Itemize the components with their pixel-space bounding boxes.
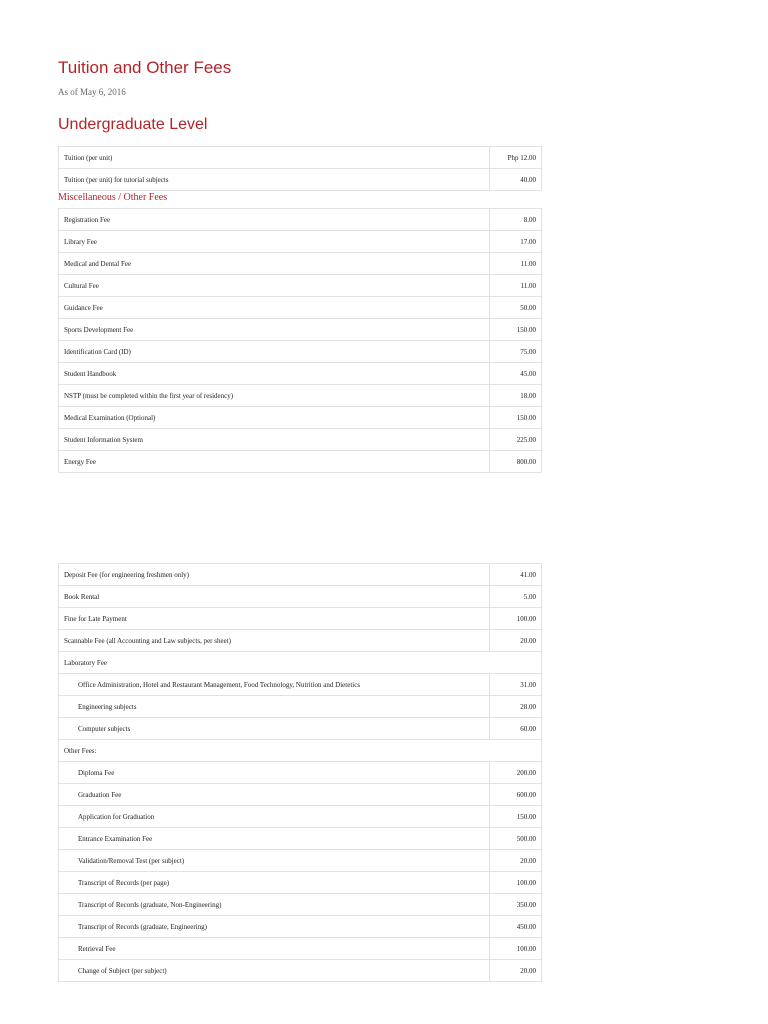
as-of-date: As of May 6, 2016	[58, 87, 126, 97]
fee-label: Retrieval Fee	[59, 938, 490, 960]
fee-label: Identification Card (ID)	[59, 341, 490, 363]
fee-label: Deposit Fee (for engineering freshmen only)	[59, 564, 490, 586]
other-fees-table	[58, 563, 542, 982]
table-row	[59, 297, 542, 319]
table-row	[59, 630, 542, 652]
table-row	[59, 938, 542, 960]
fee-label: Library Fee	[59, 231, 490, 253]
fee-amount: 225.00	[490, 429, 542, 451]
table-row	[59, 231, 542, 253]
fee-amount: 450.00	[490, 916, 542, 938]
fee-amount: 100.00	[490, 608, 542, 630]
fee-amount: 75.00	[490, 341, 542, 363]
fee-amount: 600.00	[490, 784, 542, 806]
table-row	[59, 341, 542, 363]
fee-amount: 18.00	[490, 385, 542, 407]
fee-label: Student Handbook	[59, 363, 490, 385]
fee-label: Fine for Late Payment	[59, 608, 490, 630]
fee-amount: 150.00	[490, 407, 542, 429]
fee-label: NSTP (must be completed within the first year of residency)	[59, 385, 490, 407]
table-row	[59, 674, 542, 696]
fee-amount: 150.00	[490, 319, 542, 341]
fee-amount: 50.00	[490, 297, 542, 319]
table-row	[59, 960, 542, 982]
fee-label: Transcript of Records (graduate, Non-Engineering)	[59, 894, 490, 916]
fee-label: Engineering subjects	[59, 696, 490, 718]
fee-amount: 28.00	[490, 696, 542, 718]
fee-label: Change of Subject (per subject)	[59, 960, 490, 982]
table-row	[59, 407, 542, 429]
fee-label: Guidance Fee	[59, 297, 490, 319]
fee-label: Cultural Fee	[59, 275, 490, 297]
table-row	[59, 253, 542, 275]
fee-label: Application for Graduation	[59, 806, 490, 828]
fee-amount: 800.00	[490, 451, 542, 473]
misc-fees-table	[58, 208, 542, 473]
fee-label: Diploma Fee	[59, 762, 490, 784]
fee-amount: 20.00	[490, 850, 542, 872]
fee-amount: 41.00	[490, 564, 542, 586]
table-row	[59, 718, 542, 740]
fee-amount: 11.00	[490, 253, 542, 275]
fee-amount: 5.00	[490, 586, 542, 608]
tuition-table	[58, 146, 542, 191]
table-row	[59, 564, 542, 586]
fee-label: Energy Fee	[59, 451, 490, 473]
level-heading: Undergraduate Level	[58, 116, 208, 133]
table-row	[59, 916, 542, 938]
table-row	[59, 169, 542, 191]
fee-label: Laboratory Fee	[59, 652, 542, 674]
table-row	[59, 275, 542, 297]
fee-label: Graduation Fee	[59, 784, 490, 806]
fee-label: Student Information System	[59, 429, 490, 451]
fee-amount: 150.00	[490, 806, 542, 828]
table-row	[59, 385, 542, 407]
table-row	[59, 586, 542, 608]
fee-label: Transcript of Records (per page)	[59, 872, 490, 894]
fee-amount: 17.00	[490, 231, 542, 253]
fee-amount: 100.00	[490, 938, 542, 960]
fee-label: Scannable Fee (all Accounting and Law subjects, per sheet)	[59, 630, 490, 652]
fee-label: Office Administration, Hotel and Restaurant Management, Food Technology, Nutrition and Dietetics	[59, 674, 490, 696]
fee-label: Other Fees:	[59, 740, 542, 762]
fee-label: Entrance Examination Fee	[59, 828, 490, 850]
table-row	[59, 363, 542, 385]
table-row	[59, 740, 542, 762]
fee-amount: 20.00	[490, 960, 542, 982]
table-row	[59, 872, 542, 894]
fee-amount: 11.00	[490, 275, 542, 297]
fee-amount: 200.00	[490, 762, 542, 784]
table-row	[59, 147, 542, 169]
fee-amount: 60.00	[490, 718, 542, 740]
table-row	[59, 209, 542, 231]
table-row	[59, 696, 542, 718]
table-row	[59, 784, 542, 806]
fee-label: Medical and Dental Fee	[59, 253, 490, 275]
fee-amount: 40.00	[490, 169, 542, 191]
fee-label: Transcript of Records (graduate, Engineering)	[59, 916, 490, 938]
fee-label: Tuition (per unit) for tutorial subjects	[59, 169, 490, 191]
fee-amount: 350.00	[490, 894, 542, 916]
fee-label: Tuition (per unit)	[59, 147, 490, 169]
fee-amount: 8.00	[490, 209, 542, 231]
page-title: Tuition and Other Fees	[58, 58, 232, 77]
fee-amount: 100.00	[490, 872, 542, 894]
fee-label: Registration Fee	[59, 209, 490, 231]
fee-label: Medical Examination (Optional)	[59, 407, 490, 429]
fee-amount: Php 12.00	[490, 147, 542, 169]
table-row	[59, 762, 542, 784]
fee-amount: 20.00	[490, 630, 542, 652]
table-row	[59, 652, 542, 674]
fee-label: Computer subjects	[59, 718, 490, 740]
fee-amount: 45.00	[490, 363, 542, 385]
fee-label: Sports Development Fee	[59, 319, 490, 341]
table-row	[59, 319, 542, 341]
table-row	[59, 451, 542, 473]
fee-amount: 500.00	[490, 828, 542, 850]
table-row	[59, 608, 542, 630]
table-row	[59, 850, 542, 872]
table-row	[59, 429, 542, 451]
table-row	[59, 806, 542, 828]
fee-amount: 31.00	[490, 674, 542, 696]
fee-label: Book Rental	[59, 586, 490, 608]
table-row	[59, 828, 542, 850]
misc-heading: Miscellaneous / Other Fees	[58, 192, 168, 203]
fee-label: Validation/Removal Test (per subject)	[59, 850, 490, 872]
table-row	[59, 894, 542, 916]
